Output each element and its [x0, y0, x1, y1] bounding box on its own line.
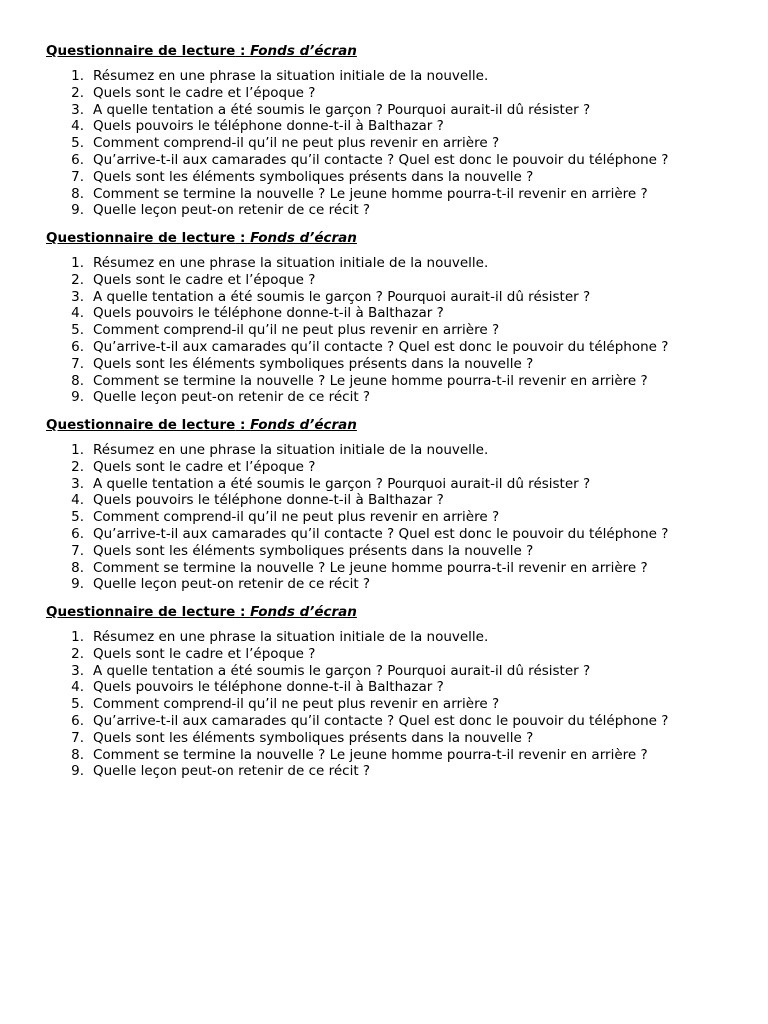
- question-number: 9.: [71, 763, 84, 780]
- question-item: [46, 576, 746, 593]
- question-text: Quels pouvoirs le téléphone donne-t-il à Balthazar ?: [93, 118, 444, 135]
- question-text: Résumez en une phrase la situation initiale de la nouvelle.: [93, 442, 489, 458]
- title-separator: :: [235, 417, 251, 433]
- question-item: [46, 339, 746, 356]
- question-item: [46, 169, 746, 186]
- question-text: A quelle tentation a été soumis le garçon ? Pourquoi aurait-il dû résister ?: [93, 475, 591, 492]
- title-main: Questionnaire de lecture: [46, 417, 236, 433]
- question-item: [46, 459, 746, 476]
- question-item: [46, 102, 746, 119]
- question-item: [46, 679, 746, 696]
- title-work: Fonds d’écran: [250, 417, 357, 433]
- question-text: Quels sont le cadre et l’époque ?: [93, 645, 316, 662]
- question-text: Quelle leçon peut-on retenir de ce récit ?: [93, 389, 371, 406]
- question-text: Qu’arrive-t-il aux camarades qu’il contacte ? Quel est donc le pouvoir du téléphone ?: [93, 338, 669, 355]
- question-text: A quelle tentation a été soumis le garçon ? Pourquoi aurait-il dû résister ?: [93, 288, 591, 305]
- question-item: [46, 543, 746, 560]
- question-item: [46, 663, 746, 680]
- question-item: [46, 560, 746, 577]
- question-item: [46, 730, 746, 747]
- question-text: Comment se termine la nouvelle ? Le jeune homme pourra-t-il revenir en arrière ?: [93, 372, 648, 389]
- question-item: [46, 629, 746, 646]
- title-work: Fonds d’écran: [250, 604, 357, 620]
- question-item: [46, 476, 746, 493]
- question-number: 2.: [71, 271, 84, 288]
- title-separator: :: [235, 230, 251, 246]
- question-text: Quels sont les éléments symboliques présents dans la nouvelle ?: [93, 542, 534, 559]
- question-item: [46, 186, 746, 203]
- question-text: Qu’arrive-t-il aux camarades qu’il contacte ? Quel est donc le pouvoir du téléphone ?: [93, 525, 669, 542]
- question-number: 4.: [71, 118, 84, 135]
- title-main: Questionnaire de lecture: [46, 43, 236, 59]
- question-list: [46, 442, 746, 593]
- question-number: 1.: [71, 68, 84, 84]
- question-number: 5.: [71, 322, 84, 339]
- question-number: 7.: [71, 355, 84, 372]
- question-text: Quels sont le cadre et l’époque ?: [93, 84, 316, 101]
- question-text: Quels pouvoirs le téléphone donne-t-il à Balthazar ?: [93, 679, 444, 696]
- question-number: 5.: [71, 509, 84, 526]
- title-separator: :: [235, 43, 251, 59]
- question-text: Comment se termine la nouvelle ? Le jeune homme pourra-t-il revenir en arrière ?: [93, 185, 648, 202]
- question-number: 3.: [71, 288, 84, 305]
- question-number: 3.: [71, 475, 84, 492]
- question-number: 3.: [71, 101, 84, 118]
- title-separator: :: [235, 604, 251, 620]
- question-number: 4.: [71, 492, 84, 509]
- question-text: Qu’arrive-t-il aux camarades qu’il contacte ? Quel est donc le pouvoir du téléphone ?: [93, 712, 669, 729]
- question-item: [46, 696, 746, 713]
- title-work: Fonds d’écran: [250, 230, 357, 246]
- question-number: 9.: [71, 576, 84, 593]
- question-text: Comment se termine la nouvelle ? Le jeune homme pourra-t-il revenir en arrière ?: [93, 559, 648, 576]
- question-number: 7.: [71, 729, 84, 746]
- question-text: Quels sont les éléments symboliques présents dans la nouvelle ?: [93, 729, 534, 746]
- question-text: Quelle leçon peut-on retenir de ce récit ?: [93, 202, 371, 219]
- question-number: 5.: [71, 696, 84, 713]
- question-text: Quels sont le cadre et l’époque ?: [93, 271, 316, 288]
- question-text: Quelle leçon peut-on retenir de ce récit ?: [93, 576, 371, 593]
- question-text: Qu’arrive-t-il aux camarades qu’il contacte ? Quel est donc le pouvoir du téléphone ?: [93, 151, 669, 168]
- question-number: 4.: [71, 679, 84, 696]
- question-text: Résumez en une phrase la situation initiale de la nouvelle.: [93, 68, 489, 84]
- question-number: 2.: [71, 458, 84, 475]
- question-item: [46, 492, 746, 509]
- question-number: 2.: [71, 84, 84, 101]
- question-number: 2.: [71, 645, 84, 662]
- question-number: 1.: [71, 442, 84, 458]
- question-number: 6.: [71, 151, 84, 168]
- question-text: Quels pouvoirs le téléphone donne-t-il à Balthazar ?: [93, 305, 444, 322]
- question-item: [46, 713, 746, 730]
- question-item: [46, 85, 746, 102]
- question-number: 5.: [71, 135, 84, 152]
- question-item: [46, 68, 746, 85]
- question-number: 7.: [71, 168, 84, 185]
- question-text: Comment comprend-il qu’il ne peut plus revenir en arrière ?: [93, 322, 500, 339]
- questionnaire-block: [46, 604, 746, 780]
- title-main: Questionnaire de lecture: [46, 604, 236, 620]
- question-item: [46, 255, 746, 272]
- question-number: 1.: [71, 629, 84, 645]
- question-text: Quelle leçon peut-on retenir de ce récit ?: [93, 763, 371, 780]
- questionnaire-block: [46, 230, 746, 406]
- question-number: 9.: [71, 389, 84, 406]
- question-text: A quelle tentation a été soumis le garçon ? Pourquoi aurait-il dû résister ?: [93, 101, 591, 118]
- question-item: [46, 509, 746, 526]
- questionnaire-title: [46, 604, 746, 620]
- question-item: [46, 202, 746, 219]
- question-text: Résumez en une phrase la situation initiale de la nouvelle.: [93, 255, 489, 271]
- question-number: 8.: [71, 746, 84, 763]
- title-work: Fonds d’écran: [250, 43, 357, 59]
- question-item: [46, 763, 746, 780]
- question-text: Comment comprend-il qu’il ne peut plus revenir en arrière ?: [93, 509, 500, 526]
- question-item: [46, 389, 746, 406]
- question-item: [46, 152, 746, 169]
- question-item: [46, 373, 746, 390]
- question-text: Résumez en une phrase la situation initiale de la nouvelle.: [93, 629, 489, 645]
- question-item: [46, 305, 746, 322]
- question-text: Quels sont les éléments symboliques présents dans la nouvelle ?: [93, 355, 534, 372]
- question-text: A quelle tentation a été soumis le garçon ? Pourquoi aurait-il dû résister ?: [93, 662, 591, 679]
- title-main: Questionnaire de lecture: [46, 230, 236, 246]
- question-list: [46, 68, 746, 219]
- question-item: [46, 118, 746, 135]
- question-item: [46, 442, 746, 459]
- question-item: [46, 526, 746, 543]
- question-item: [46, 747, 746, 764]
- questionnaire-title: [46, 417, 746, 433]
- question-text: Quels sont les éléments symboliques présents dans la nouvelle ?: [93, 168, 534, 185]
- questionnaire-title: [46, 43, 746, 59]
- question-list: [46, 629, 746, 780]
- question-item: [46, 272, 746, 289]
- question-item: [46, 322, 746, 339]
- question-item: [46, 289, 746, 306]
- question-item: [46, 135, 746, 152]
- question-item: [46, 646, 746, 663]
- question-number: 6.: [71, 712, 84, 729]
- question-text: Quels sont le cadre et l’époque ?: [93, 458, 316, 475]
- question-number: 7.: [71, 542, 84, 559]
- question-number: 6.: [71, 338, 84, 355]
- question-number: 9.: [71, 202, 84, 219]
- question-number: 1.: [71, 255, 84, 271]
- question-number: 4.: [71, 305, 84, 322]
- question-text: Comment comprend-il qu’il ne peut plus revenir en arrière ?: [93, 135, 500, 152]
- question-item: [46, 356, 746, 373]
- question-number: 8.: [71, 185, 84, 202]
- questionnaire-block: [46, 417, 746, 593]
- questionnaire-title: [46, 230, 746, 246]
- question-number: 6.: [71, 525, 84, 542]
- question-text: Comment comprend-il qu’il ne peut plus revenir en arrière ?: [93, 696, 500, 713]
- question-text: Comment se termine la nouvelle ? Le jeune homme pourra-t-il revenir en arrière ?: [93, 746, 648, 763]
- questionnaire-block: [46, 43, 746, 219]
- question-number: 3.: [71, 662, 84, 679]
- question-list: [46, 255, 746, 406]
- question-text: Quels pouvoirs le téléphone donne-t-il à Balthazar ?: [93, 492, 444, 509]
- question-number: 8.: [71, 559, 84, 576]
- question-number: 8.: [71, 372, 84, 389]
